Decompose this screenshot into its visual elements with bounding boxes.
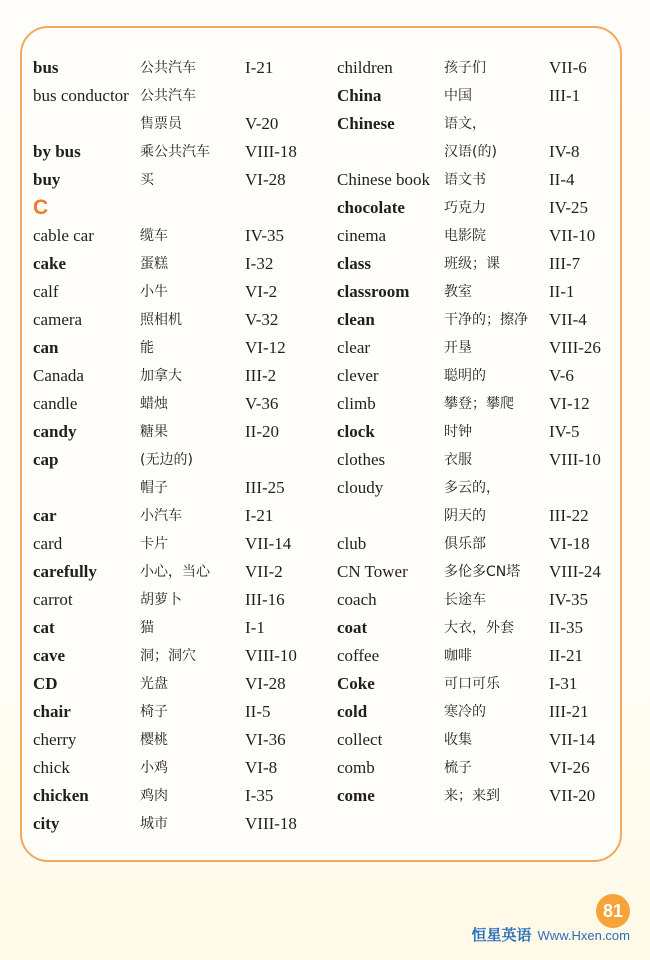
- entry-reference: VI-12: [245, 338, 286, 357]
- entry-translation: 公共汽车: [140, 60, 196, 76]
- entry-reference: VII-6: [549, 58, 587, 77]
- glossary-entry: [337, 754, 637, 782]
- entry-reference: I-31: [549, 674, 578, 693]
- glossary-entry: [337, 390, 637, 418]
- glossary-entry: [337, 306, 637, 334]
- page-footer: [438, 901, 638, 954]
- glossary-entry: [33, 138, 333, 166]
- glossary-entry: [337, 418, 637, 446]
- entry-reference: VII-14: [549, 730, 596, 749]
- entry-translation: 售票员: [140, 116, 182, 132]
- entry-word: chair: [33, 702, 71, 721]
- entry-reference: II-21: [549, 646, 583, 665]
- brand-name: 恒星英语: [471, 926, 532, 944]
- entry-word: cloudy: [337, 478, 384, 497]
- entry-translation: 蛋糕: [140, 256, 168, 272]
- entry-reference: V-36: [245, 394, 279, 413]
- entry-translation: 帽子: [140, 480, 168, 496]
- glossary-entry: [33, 110, 333, 138]
- entry-translation: 猫: [140, 620, 154, 636]
- glossary-entry: [337, 614, 637, 642]
- entry-word: cherry: [33, 730, 77, 749]
- entry-word: clock: [337, 422, 375, 441]
- entry-translation: 鸡肉: [140, 788, 168, 804]
- entry-word: coat: [337, 618, 368, 637]
- entry-word: children: [337, 58, 393, 77]
- entry-word: cinema: [337, 226, 387, 245]
- entry-word: Chinese: [337, 114, 395, 133]
- entry-translation: 开垦: [444, 340, 472, 356]
- glossary-entry: [33, 166, 333, 194]
- entry-reference: VIII-18: [245, 142, 297, 161]
- entry-word: carefully: [33, 562, 97, 581]
- entry-reference: I-32: [245, 254, 274, 273]
- entry-reference: VIII-18: [245, 814, 297, 833]
- entry-translation: 能: [140, 340, 154, 356]
- entry-translation: 缆车: [140, 228, 168, 244]
- entry-reference: II-1: [549, 282, 575, 301]
- glossary-entry: [33, 586, 333, 614]
- entry-reference: VIII-10: [549, 450, 601, 469]
- brand-url: Www.Hxen.com: [537, 928, 630, 943]
- entry-translation: 俱乐部: [444, 536, 486, 552]
- entry-reference: II-35: [549, 618, 583, 637]
- glossary-entry: [337, 698, 637, 726]
- entry-word: chick: [33, 758, 70, 777]
- entry-word: candy: [33, 422, 77, 441]
- entry-translation: 长途车: [444, 592, 486, 608]
- entry-translation: 衣服: [444, 452, 472, 468]
- entry-translation: 干净的；擦净: [444, 312, 528, 328]
- entry-word: climb: [337, 394, 376, 413]
- entry-translation: 光盘: [140, 676, 168, 692]
- entry-word: Chinese book: [337, 170, 431, 189]
- entry-word: camera: [33, 310, 83, 329]
- glossary-entry: [33, 82, 333, 110]
- entry-reference: I-1: [245, 618, 265, 637]
- entry-reference: VII-10: [549, 226, 596, 245]
- entry-translation: 攀登；攀爬: [444, 396, 514, 412]
- entry-reference: V-6: [549, 366, 574, 385]
- glossary-entry: [33, 754, 333, 782]
- glossary-entry: [337, 446, 637, 474]
- entry-translation: 语文，: [444, 116, 486, 132]
- glossary-entry: [337, 530, 637, 558]
- entry-word: China: [337, 86, 382, 105]
- entry-translation: 加拿大: [140, 368, 182, 384]
- glossary-entry: [33, 362, 333, 390]
- glossary-entry: [337, 54, 637, 82]
- entry-word: candle: [33, 394, 78, 413]
- entry-word: can: [33, 338, 59, 357]
- entry-word: calf: [33, 282, 59, 301]
- entry-translation: 买: [140, 172, 154, 188]
- entry-reference: VI-8: [245, 758, 278, 777]
- glossary-entry: [33, 642, 333, 670]
- glossary-entry: [33, 306, 333, 334]
- entry-reference: III-1: [549, 86, 581, 105]
- entry-translation: 来；来到: [444, 788, 500, 804]
- entry-word: carrot: [33, 590, 73, 609]
- glossary-entry: [337, 166, 637, 194]
- entry-translation: 咖啡: [444, 648, 472, 664]
- entry-word: cat: [33, 618, 55, 637]
- glossary-entry: [33, 502, 333, 530]
- entry-word: buy: [33, 170, 61, 189]
- glossary-entry: [33, 530, 333, 558]
- entry-translation: 多云的，: [444, 480, 500, 496]
- glossary-entry: [33, 278, 333, 306]
- entry-translation: 收集: [444, 732, 472, 748]
- entry-translation: 小心，当心: [140, 564, 210, 580]
- glossary-entry: [337, 670, 637, 698]
- entry-translation: 乘公共汽车: [140, 144, 210, 160]
- entry-word: city: [33, 814, 60, 833]
- glossary-entry: [337, 586, 637, 614]
- entry-translation: 汉语(的): [444, 144, 497, 160]
- entry-reference: I-35: [245, 786, 274, 805]
- entry-reference: VI-36: [245, 730, 286, 749]
- entry-word: cold: [337, 702, 368, 721]
- entry-translation: 中国: [444, 88, 472, 104]
- glossary-entry: [337, 110, 637, 138]
- entry-word: Canada: [33, 366, 84, 385]
- entry-reference: VII-4: [549, 310, 587, 329]
- glossary-entry: [337, 726, 637, 754]
- entry-translation: 胡萝卜: [140, 592, 182, 608]
- entry-word: comb: [337, 758, 375, 777]
- glossary-entry: [337, 474, 637, 502]
- entry-reference: IV-35: [549, 590, 589, 609]
- entry-word: collect: [337, 730, 383, 749]
- entry-word: cap: [33, 450, 59, 469]
- entry-translation: (无边的): [140, 452, 193, 468]
- entry-word: CN Tower: [337, 562, 408, 581]
- entry-translation: 时钟: [444, 424, 472, 440]
- entry-translation: 樱桃: [140, 732, 168, 748]
- glossary-entry: [337, 194, 637, 222]
- entry-translation: 小牛: [140, 284, 168, 300]
- entry-word: clever: [337, 366, 379, 385]
- glossary-entry: [337, 642, 637, 670]
- entry-translation: 寒冷的: [444, 704, 486, 720]
- entry-word: cave: [33, 646, 66, 665]
- glossary-column-right: [337, 54, 637, 810]
- entry-translation: 照相机: [140, 312, 182, 328]
- entry-word: coach: [337, 590, 377, 609]
- glossary-entry: [337, 278, 637, 306]
- entry-reference: IV-25: [549, 198, 589, 217]
- entry-reference: V-20: [245, 114, 279, 133]
- entry-reference: III-2: [245, 366, 277, 385]
- entry-word: bus: [33, 58, 59, 77]
- entry-translation: 洞；洞穴: [140, 648, 196, 664]
- entry-reference: VI-2: [245, 282, 278, 301]
- section-letter-row: [33, 194, 333, 222]
- glossary-entry: [33, 446, 333, 474]
- entry-word: Coke: [337, 674, 375, 693]
- glossary-entry: [337, 502, 637, 530]
- glossary-entry: [33, 782, 333, 810]
- entry-reference: III-25: [245, 478, 285, 497]
- entry-translation: 阴天的: [444, 508, 486, 524]
- entry-word: chicken: [33, 786, 89, 805]
- glossary-entry: [33, 474, 333, 502]
- entry-reference: VI-28: [245, 170, 286, 189]
- glossary-entry: [33, 222, 333, 250]
- glossary-entry: [33, 390, 333, 418]
- entry-word: card: [33, 534, 63, 553]
- entry-reference: VII-14: [245, 534, 292, 553]
- entry-reference: II-4: [549, 170, 575, 189]
- entry-reference: II-5: [245, 702, 271, 721]
- entry-word: cable car: [33, 226, 94, 245]
- entry-translation: 城市: [140, 816, 168, 832]
- entry-word: CD: [33, 674, 58, 693]
- entry-reference: IV-8: [549, 142, 580, 161]
- entry-reference: I-21: [245, 58, 274, 77]
- entry-word: clean: [337, 310, 375, 329]
- entry-translation: 公共汽车: [140, 88, 196, 104]
- entry-translation: 电影院: [444, 228, 486, 244]
- entry-reference: VII-20: [549, 786, 596, 805]
- glossary-entry: [337, 334, 637, 362]
- entry-translation: 糖果: [140, 424, 168, 440]
- entry-translation: 班级；课: [444, 256, 500, 272]
- entry-reference: II-20: [245, 422, 279, 441]
- entry-reference: VIII-26: [549, 338, 601, 357]
- glossary-entry: [33, 418, 333, 446]
- entry-translation: 大衣，外套: [444, 620, 514, 636]
- section-letter: C: [33, 196, 49, 219]
- entry-reference: III-16: [245, 590, 285, 609]
- entry-word: coffee: [337, 646, 380, 665]
- entry-reference: VI-28: [245, 674, 286, 693]
- entry-reference: III-21: [549, 702, 589, 721]
- entry-word: class: [337, 254, 371, 273]
- entry-translation: 椅子: [140, 704, 168, 720]
- glossary-entry: [337, 222, 637, 250]
- entry-word: car: [33, 506, 57, 525]
- glossary-entry: [33, 810, 333, 838]
- glossary-entry: [33, 334, 333, 362]
- entry-word: classroom: [337, 282, 410, 301]
- entry-reference: VI-18: [549, 534, 590, 553]
- entry-translation: 多伦多CN塔: [444, 564, 521, 580]
- glossary-entry: [33, 614, 333, 642]
- entry-translation: 小鸡: [140, 760, 168, 776]
- entry-reference: V-32: [245, 310, 279, 329]
- entry-word: clear: [337, 338, 371, 357]
- entry-word: cake: [33, 254, 67, 273]
- entry-word: chocolate: [337, 198, 405, 217]
- entry-word: bus conductor: [33, 86, 129, 105]
- glossary-entry: [337, 362, 637, 390]
- entry-word: come: [337, 786, 375, 805]
- entry-reference: VII-2: [245, 562, 283, 581]
- glossary-entry: [33, 726, 333, 754]
- glossary-entry: [337, 82, 637, 110]
- entry-translation: 可口可乐: [444, 676, 500, 692]
- glossary-entry: [337, 782, 637, 810]
- entry-reference: VI-12: [549, 394, 590, 413]
- entry-reference: IV-5: [549, 422, 580, 441]
- entry-translation: 语文书: [444, 172, 486, 188]
- entry-translation: 小汽车: [140, 508, 182, 524]
- entry-reference: VIII-10: [245, 646, 297, 665]
- glossary-entry: [337, 558, 637, 586]
- entry-translation: 蜡烛: [140, 396, 168, 412]
- glossary-entry: [337, 250, 637, 278]
- glossary-entry: [33, 698, 333, 726]
- entry-reference: IV-35: [245, 226, 285, 245]
- brand-watermark: [472, 924, 630, 945]
- glossary-entry: [337, 138, 637, 166]
- glossary-entry: [33, 250, 333, 278]
- glossary-entry: [33, 670, 333, 698]
- entry-reference: III-22: [549, 506, 589, 525]
- entry-word: club: [337, 534, 367, 553]
- entry-translation: 教室: [444, 284, 472, 300]
- entry-word: clothes: [337, 450, 386, 469]
- page-number: 81: [596, 894, 630, 928]
- glossary-entry: [33, 558, 333, 586]
- entry-translation: 聪明的: [444, 368, 486, 384]
- entry-translation: 卡片: [140, 536, 168, 552]
- entry-reference: III-7: [549, 254, 581, 273]
- entry-translation: 梳子: [444, 760, 472, 776]
- entry-reference: I-21: [245, 506, 274, 525]
- entry-reference: VI-26: [549, 758, 590, 777]
- entry-translation: 孩子们: [444, 60, 486, 76]
- entry-reference: VIII-24: [549, 562, 601, 581]
- entry-translation: 巧克力: [444, 200, 486, 216]
- glossary-column-left: [33, 54, 333, 838]
- glossary-entry: [33, 54, 333, 82]
- entry-word: by bus: [33, 142, 81, 161]
